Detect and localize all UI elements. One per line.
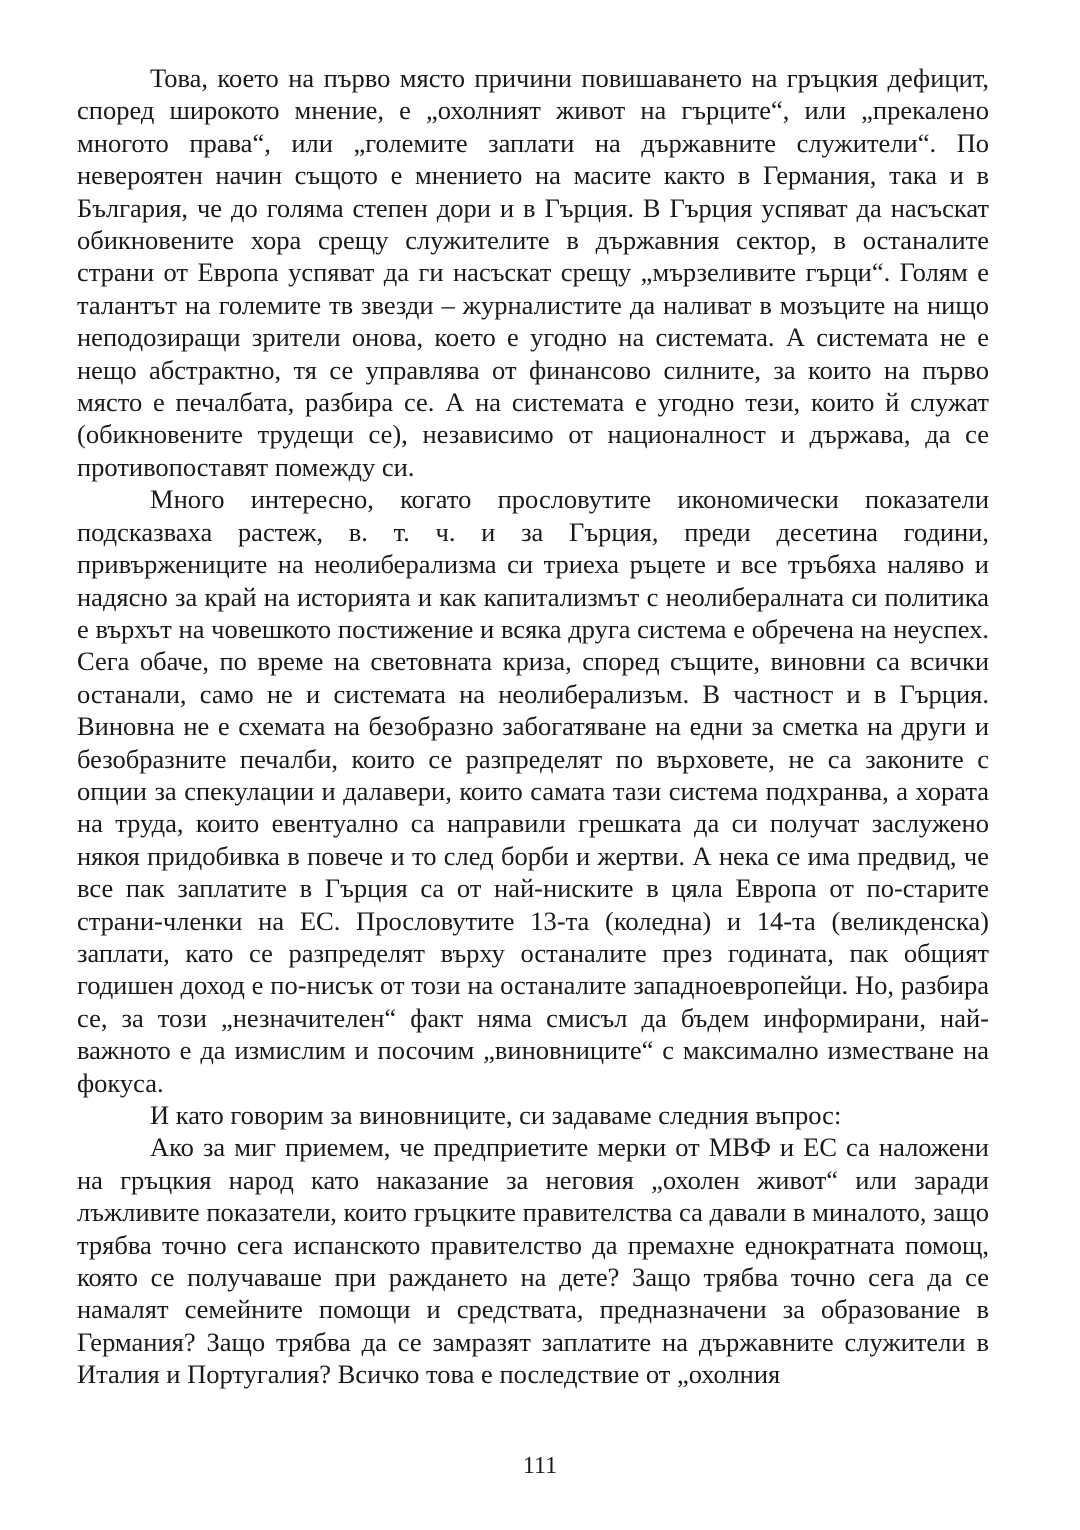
page-body [77,62,989,1391]
page-number: 111 [522,1453,558,1479]
paragraph-4: Ако за миг приемем, че предприетите мерки от МВФ и ЕС са наложени на гръцкия народ като наказание за неговия „охолен живот“ или заради лъжливите показатели, които гръцките правителства са давали в миналото, защо трябва точно сега испанското правителство да премахне еднократната помощ, която се получаваше при раждането на дете? Защо трябва точно сега да се намалят семейните помощи и средствата, предназначени за образование в Германия? Защо трябва да се замразят заплатите на държавните служители в Италия и Португалия? Всичко това е последствие от „охолния [77,1132,989,1390]
paragraph-1: Това, което на първо място причини повишаването на гръцкия дефицит, според широкото мнение, е „охолният живот на гърците“, или „прекалено многото права“, или „големите заплати на държавните служители“. По невероятен начин същото е мнението на масите както в Германия, така и в България, че до голяма степен дори и в Гърция. В Гърция успяват да насъскат обикновените хора срещу служителите в държавния сектор, в останалите страни от Европа успяват да ги насъскат срещу „мързеливите гърци“. Голям е талантът на големите тв звезди – журналистите да наливат в мозъците на нищо неподозиращи зрители онова, което е угодно на системата. А системата не е нещо абстрактно, тя се управлява от финансово силните, за които на първо място е печалбата, разбира се. А на системата е угодно тези, които й служат (обикновените трудещи се), независимо от националност и държава, да се противопоставят помежду си. [77,63,989,482]
paragraph-2: Много интересно, когато прословутите икономически показатели подсказваха растеж, в. т. ч. и за Гърция, преди десетина години, привържениците на неолиберализма си триеха ръцете и все тръбяха наляво и надясно за край на историята и как капитализмът с неолибералната си политика е върхът на човешкото постижение и всяка друга система е обречена на неуспех. Сега обаче, по време на световната криза, според същите, виновни са всички останали, само не и системата на неолиберализъм. В частност и в Гърция. Виновна не е схемата на безобразно забогатяване на едни за сметка на други и безобразните печалби, които се разпределят по върховете, не са законите с опции за спекулации и далавери, които самата тази система подхранва, а хората на труда, които евентуално са направили грешката да си получат заслужено някоя придобивка в повече и то след борби и жертви. А нека се има предвид, че все пак заплатите в Гърция са от най-ниските в цяла Европа от по-старите страни-членки на ЕС. Прословутите 13-та (коледна) и 14-та (великденска) заплати, като се разпределят върху останалите през годината, пак общият годишен доход е по-нисък от този на останалите западноевропейци. Но, разбира се, за този „незначителен“ факт няма смисъл да бъдем информирани, най-важното е да измислим и посочим „виновниците“ с максимално изместване на фокуса. [77,484,989,1098]
paragraph-3: И като говорим за виновниците, си задаваме следния въпрос: [150,1100,842,1130]
